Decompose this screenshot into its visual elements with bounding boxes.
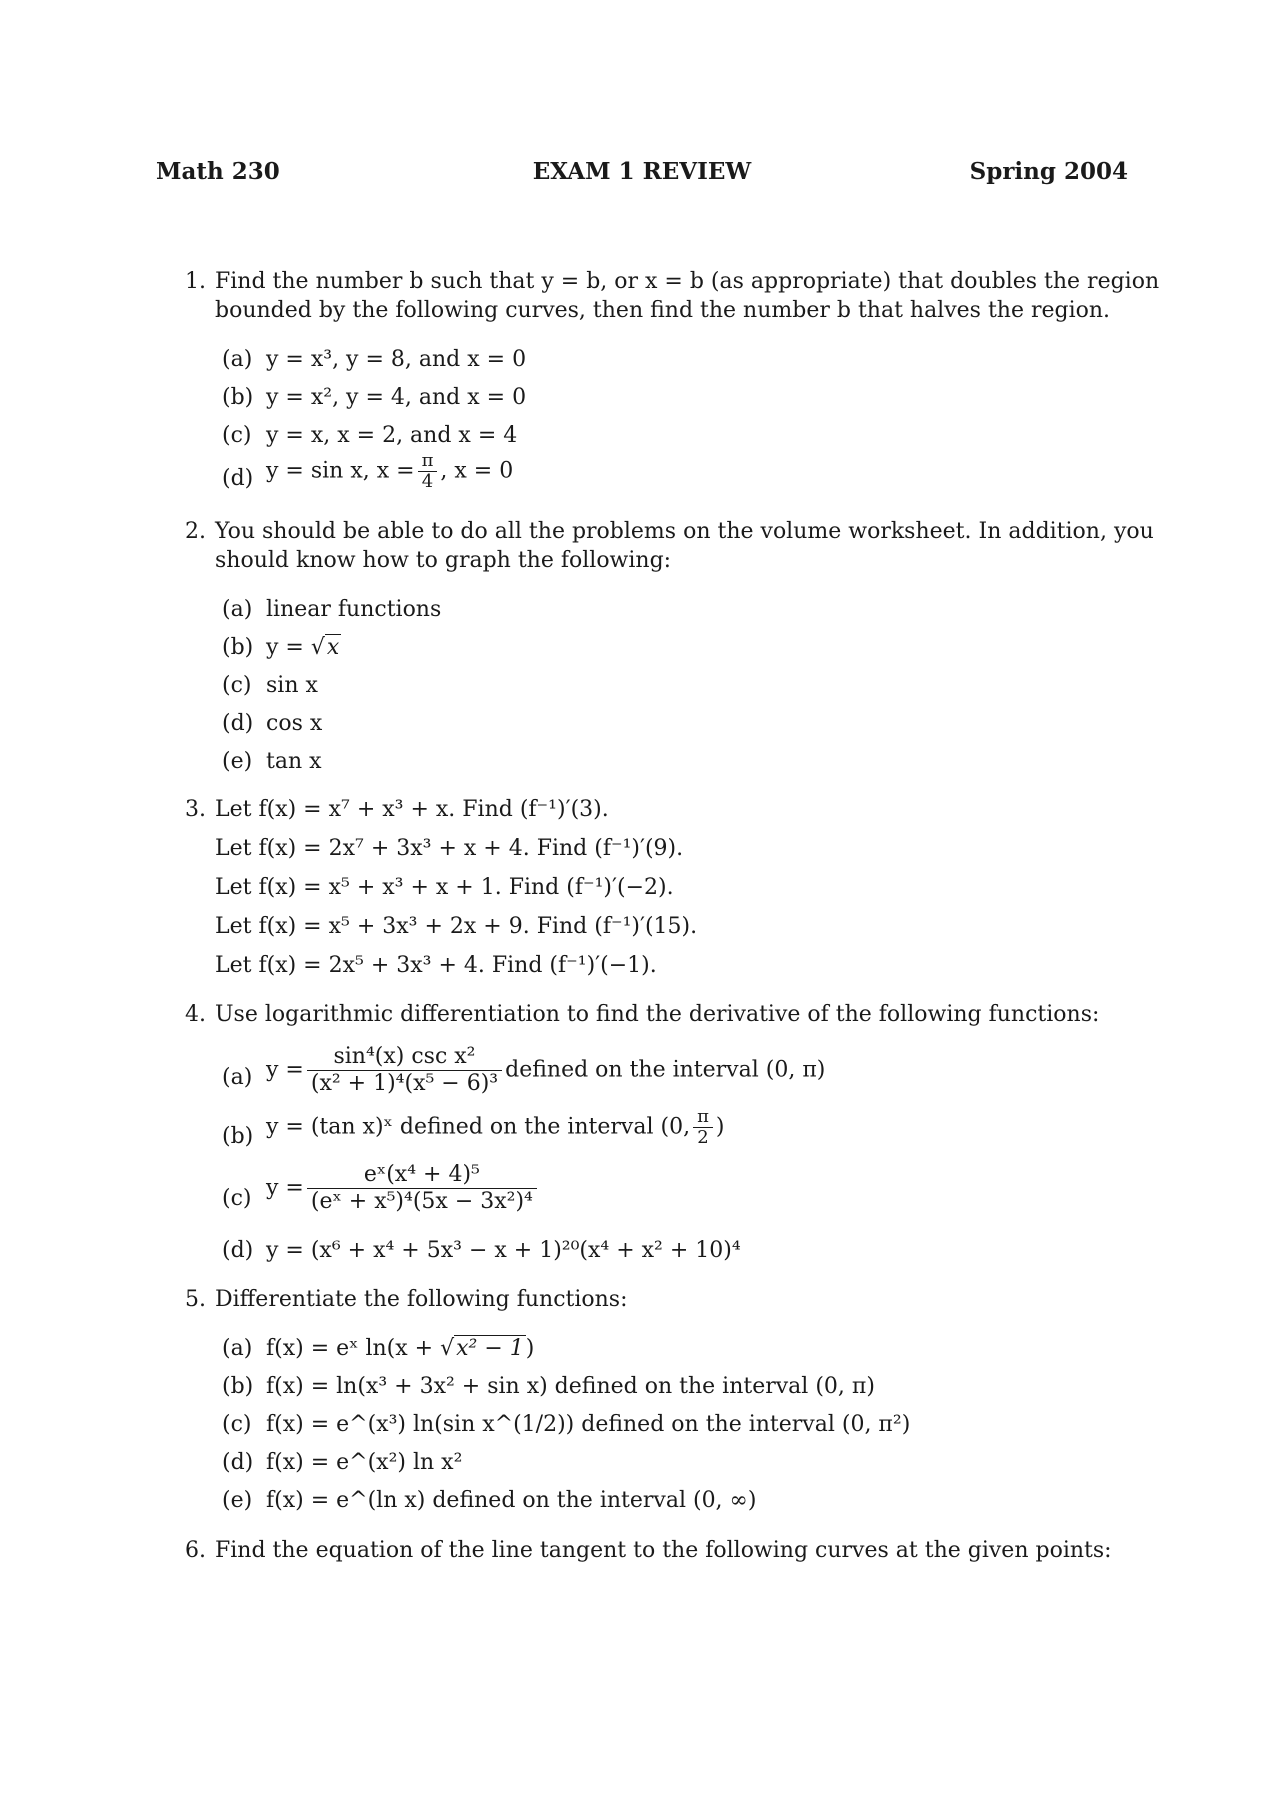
problem-5d-text: f(x) = e^(x²) ln x²: [266, 1450, 463, 1475]
problem-1-text-line2: bounded by the following curves, then find the number b that halves the region.: [215, 298, 1111, 323]
problem-2c-label: (c): [222, 673, 252, 698]
fraction-denominator: 4: [421, 471, 434, 492]
problem-2d-text: cos x: [266, 711, 323, 736]
term: Spring 2004: [969, 158, 1128, 185]
problem-6-text: Find the equation of the line tangent to the following curves at the given points:: [215, 1538, 1112, 1563]
problem-1c-text: y = x, x = 2, and x = 4: [266, 423, 518, 448]
problem-2e-label: (e): [222, 749, 253, 774]
fraction-pi-over-2: [693, 1107, 713, 1148]
problem-2c-text: sin x: [266, 673, 318, 698]
problem-3-line-5: Let f(x) = 2x⁵ + 3x³ + 4. Find (f⁻¹)′(−1).: [215, 953, 657, 978]
problem-4a-expression: [266, 1044, 825, 1097]
problem-4b-expression: [266, 1107, 725, 1148]
problem-5a-post: ): [525, 1336, 535, 1361]
problem-4b-label: (b): [222, 1124, 254, 1149]
problem-1c-label: (c): [222, 423, 252, 448]
fraction-numerator: π: [418, 451, 438, 472]
problem-4c-expression: [266, 1162, 540, 1215]
problem-3-number: 3.: [185, 797, 206, 822]
sqrt-argument: x: [326, 635, 340, 660]
course-name: Math 230: [156, 158, 280, 185]
problem-3-line-2: Let f(x) = 2x⁷ + 3x³ + x + 4. Find (f⁻¹)′(9).: [215, 836, 684, 861]
problem-4a-pre: y =: [266, 1057, 304, 1083]
problem-4b-post: ): [715, 1114, 725, 1140]
problem-1d-pre: y = sin x, x =: [266, 458, 415, 484]
problem-6-number: 6.: [185, 1538, 206, 1563]
problem-4-number: 4.: [185, 1002, 206, 1027]
problem-1-number: 1.: [185, 269, 206, 294]
fraction-numerator: sin⁴(x) csc x²: [307, 1044, 502, 1071]
problem-5e-text: f(x) = e^(ln x) defined on the interval (0, ∞): [266, 1488, 757, 1513]
fraction-denominator: 2: [697, 1127, 709, 1148]
problem-1b-text: y = x², y = 4, and x = 0: [266, 385, 527, 410]
problem-5d-label: (d): [222, 1450, 254, 1475]
fraction-numerator: π: [693, 1107, 713, 1128]
problem-2-number: 2.: [185, 519, 206, 544]
problem-5b-label: (b): [222, 1374, 254, 1399]
problem-4c-label: (c): [222, 1186, 252, 1211]
problem-5-text: Differentiate the following functions:: [215, 1287, 628, 1312]
problem-4d-text: y = (x⁶ + x⁴ + 5x³ − x + 1)²⁰(x⁴ + x² + 10)⁴: [266, 1238, 741, 1263]
problem-1d-expression: [266, 451, 513, 492]
fraction-pi-over-4: [418, 451, 438, 492]
fraction-4a: [307, 1044, 502, 1097]
problem-4d-label: (d): [222, 1238, 254, 1263]
fraction-numerator: eˣ(x⁴ + 4)⁵: [307, 1162, 537, 1189]
problem-5a-pre: f(x) = eˣ ln(x +: [266, 1336, 434, 1361]
problem-1-text-line1: Find the number b such that y = b, or x = b (as appropriate) that doubles the region: [215, 269, 1160, 294]
problem-3-line-3: Let f(x) = x⁵ + x³ + x + 1. Find (f⁻¹)′(−2).: [215, 875, 674, 900]
problem-4a-label: (a): [222, 1065, 253, 1090]
document-title: EXAM 1 REVIEW: [532, 158, 752, 185]
sqrt-argument: x² − 1: [456, 1336, 524, 1361]
problem-2a-label: (a): [222, 597, 253, 622]
fraction-denominator: (x² + 1)⁴(x⁵ − 6)³: [310, 1071, 499, 1096]
problem-5e-label: (e): [222, 1488, 253, 1513]
fraction-denominator: (eˣ + x⁵)⁴(5x − 3x²)⁴: [310, 1189, 533, 1214]
problem-5-number: 5.: [185, 1287, 206, 1312]
problem-4b-pre: y = (tan x)ˣ defined on the interval (0,: [266, 1114, 691, 1140]
problem-2-text-line1: You should be able to do all the problems on the volume worksheet. In addition, you: [215, 519, 1154, 544]
problem-2a-text: linear functions: [266, 597, 442, 622]
problem-5c-text: f(x) = e^(x³) ln(sin x^(1/2)) defined on the interval (0, π²): [266, 1412, 911, 1437]
problem-5c-label: (c): [222, 1412, 252, 1437]
problem-2e-text: tan x: [266, 749, 322, 774]
problem-5a-expression: f(x) = eˣ ln(x + √x² − 1): [266, 1336, 535, 1361]
problem-1d-post: , x = 0: [440, 458, 514, 484]
page-header: [156, 158, 1128, 194]
problem-4-text: Use logarithmic differentiation to find the derivative of the following functions:: [215, 1002, 1100, 1027]
problem-2-text-line2: should know how to graph the following:: [215, 548, 672, 573]
problem-2b-expression: y = √x: [266, 635, 340, 660]
problem-2d-label: (d): [222, 711, 254, 736]
problem-3-line-4: Let f(x) = x⁵ + 3x³ + 2x + 9. Find (f⁻¹)′(15).: [215, 914, 698, 939]
problem-1a-label: (a): [222, 347, 253, 372]
problem-1d-label: (d): [222, 466, 254, 491]
problem-2b-pre: y =: [266, 635, 304, 660]
problem-1b-label: (b): [222, 385, 254, 410]
fraction-4c: [307, 1162, 537, 1215]
problem-4a-post: defined on the interval (0, π): [505, 1057, 826, 1083]
problem-3-line-1: Let f(x) = x⁷ + x³ + x. Find (f⁻¹)′(3).: [215, 797, 609, 822]
problem-2b-label: (b): [222, 635, 254, 660]
problem-4c-pre: y =: [266, 1175, 304, 1201]
problem-5a-label: (a): [222, 1336, 253, 1361]
problem-5b-text: f(x) = ln(x³ + 3x² + sin x) defined on the interval (0, π): [266, 1374, 875, 1399]
problem-1a-text: y = x³, y = 8, and x = 0: [266, 347, 527, 372]
